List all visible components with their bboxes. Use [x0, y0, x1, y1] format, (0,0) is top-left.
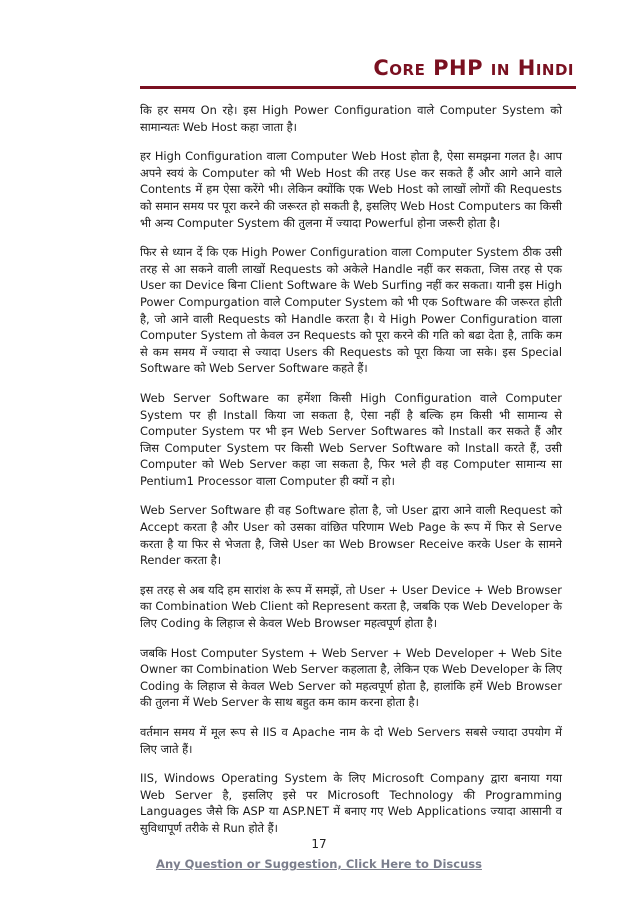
- page-number: 17: [311, 837, 327, 851]
- paragraph: Web Server Software का हमेंशा किसी High Configuration वाले Computer System पर ही Install किया जा सकता है, ऐसा नहीं है बल्कि हम किसी भी सामान्य से Computer System पर भी इन Web Server Softwares को Install कर सकते हैं और जिस Computer System पर किसी Web Server Software को Install करते हैं, उसी Computer को Web Server कहा जा सकता है, फिर भले ही वह Computer सामान्य सा Pentium1 Processor वाला Computer ही क्यों न हो।: [140, 390, 562, 488]
- paragraph: वर्तमान समय में मूल रूप से IIS व Apache नाम के दो Web Servers सबसे ज्यादा उपयोग में लिए जाते हैं।: [140, 725, 562, 756]
- paragraph: Web Server Software ही वह Software होता है, जो User द्वारा आने वाली Request को Accept करता है और User को उसका वांछित परिणाम Web Page के रूप में फिर से Serve करता है या फिर से भेजता है, जिसे User का Web Browser Receive करके User के सामने Render करता है।: [140, 503, 562, 568]
- paragraph: जबकि Host Computer System + Web Server + Web Developer + Web Site Owner का Combination Web Server कहलाता है, लेकिन एक Web Developer के लिए Coding के लिहाज से केवल Web Server को महत्वपूर्ण होता है, हालांकि हमें Web Browser की तुलना में Web Server के साथ बहुत कम काम करना होता है।: [140, 645, 562, 710]
- paragraph: फिर से ध्यान दें कि एक High Power Configuration वाला Computer System ठीक उसी तरह से आ सकने वाली लाखों Requests को अकेले Handle नहीं कर सकता, जिस तरह से एक User का Device बिना Client Software के Web Surfing नहीं कर सकता। यानी इस High Power Compurgation वाले Computer System को भी एक Software की जरूरत होती है, जो आने वाली Requests को Handle करता है। ये High Power Configuration वाला Computer System तो केवल उन Requests को पूरा करने की गति को बढा देता है, ताकि कम से कम समय में ज्यादा से ज्यादा Users की Requests को पूरा किया जा सके। इस Special Software को Web Server Software कहते हैं।: [140, 245, 562, 376]
- paragraph: इस तरह से अब यदि हम सारांश के रूप में समझें, तो User + User Device + Web Browser का Combination Web Client को Represent करता है, जबकि एक Web Developer के लिए Coding के लिहाज से केवल Web Browser महत्वपूर्ण होता है।: [140, 582, 562, 631]
- page-body: [140, 102, 562, 850]
- paragraph: IIS, Windows Operating System के लिए Microsoft Company द्वारा बनाया गया Web Server है, इसलिए इसे पर Microsoft Technology की Programming Languages जैसे कि ASP या ASP.NET में बनाए गए Web Applications ज्यादा आसानी व सुविधापूर्ण तरीके से Run होते हैं।: [140, 771, 562, 835]
- discuss-link[interactable]: Any Question or Suggestion, Click Here to Discuss: [156, 857, 482, 871]
- header-rule: [140, 86, 576, 89]
- paragraph: हर High Configuration वाला Computer Web Host होता है, ऐसा समझना गलत है। आप अपने स्वयं के Computer को भी Web Host की तरह Use कर सकते हैं और आगे आने वाले Contents में हम ऐसा करेंगे भी। लेकिन क्योंकि एक Web Host को लाखों लोगों की Requests को समान समय पर पूरा करने की जरूरत हो सकती है, इसलिए Web Host Computers का किसी भी अन्य Computer System की तुलना में ज्यादा Powerful होना जरूरी होता है।: [140, 149, 562, 230]
- book-title: Core PHP in Hindi: [373, 56, 574, 80]
- page-header: [0, 56, 638, 90]
- paragraph: कि हर समय On रहे। इस High Power Configuration वाले Computer System को सामान्यतः Web Host कहा जाता है।: [140, 103, 562, 134]
